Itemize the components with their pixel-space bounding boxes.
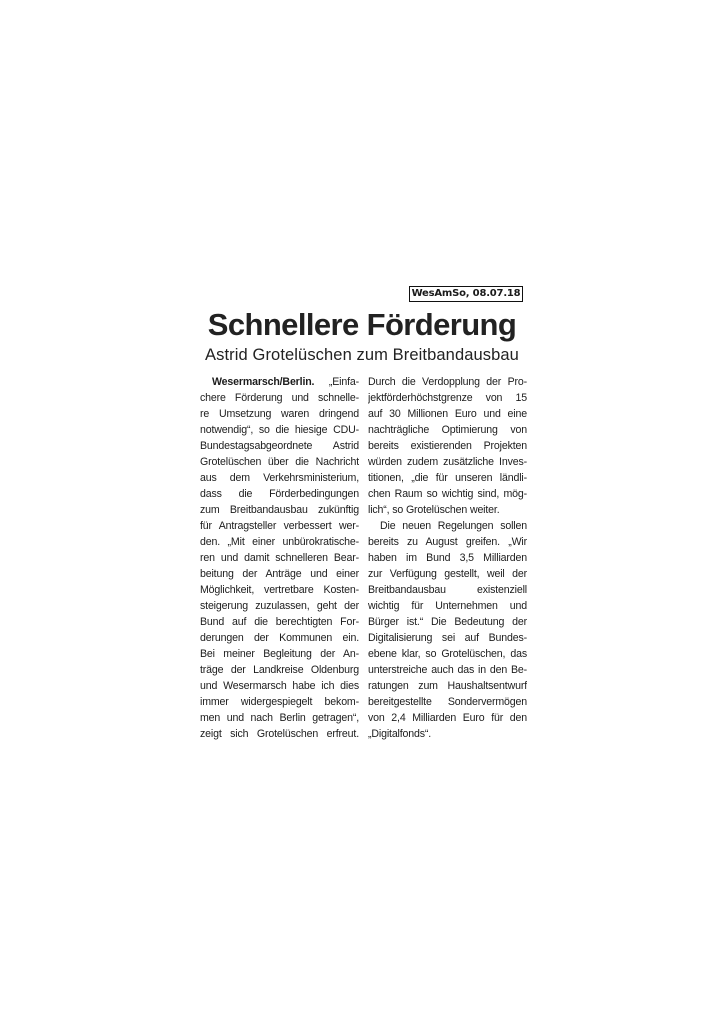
article-line: Durch die Verdopplung der Pro-	[368, 376, 527, 388]
article-line: Bei meiner Begleitung der An-	[200, 648, 359, 660]
article-column-left	[200, 374, 359, 742]
article-line: den. „Mit einer unbürokratische-	[200, 536, 359, 548]
article-line: ratungen zum Haushaltsentwurf	[368, 680, 527, 692]
article-line: men und nach Berlin getragen“,	[200, 712, 359, 724]
article-line: ren und damit schnelleren Bear-	[200, 552, 359, 564]
article-line: Bundestagsabgeordnete Astrid	[200, 440, 359, 452]
article-line: von 2,4 Milliarden Euro für den	[368, 712, 527, 724]
subheadline: Astrid Grotelüschen zum Breitbandausbau	[205, 346, 519, 364]
article-line: Bürger ist.“ Die Bedeutung der	[368, 616, 527, 628]
article-line: re Umsetzung waren dringend	[200, 408, 359, 420]
article-line: chere Förderung und schnelle-	[200, 392, 359, 404]
article-line: Die neuen Regelungen sollen	[380, 520, 527, 532]
article-column-right	[368, 374, 527, 742]
article-line: titionen, „die für unseren ländli-	[368, 472, 527, 484]
article-line: würden zudem zusätzliche Inves-	[368, 456, 527, 468]
article-line: wichtig für Unternehmen und	[368, 600, 527, 612]
article-line: zur Verfügung gestellt, weil der	[368, 568, 527, 580]
article-line: zum Breitbandausbau zukünftig	[200, 504, 359, 516]
article-line: und Wesermarsch habe ich dies	[200, 680, 359, 692]
article-line: chen Raum so wichtig sind, mög-	[368, 488, 527, 500]
article-line: Breitbandausbau existenziell	[368, 584, 527, 596]
article-line: unterstreiche auch das in den Be-	[368, 664, 527, 676]
article-line: Möglichkeit, vertretbare Kosten-	[200, 584, 359, 596]
article-line: beitung der Anträge und einer	[200, 568, 359, 580]
article-line: lich“, so Grotelüschen weiter.	[368, 504, 500, 516]
article-line: Wesermarsch/Berlin. „Einfa-	[212, 376, 359, 388]
article-line: derungen der Kommunen ein.	[200, 632, 359, 644]
headline: Schnellere Förderung	[207, 307, 517, 342]
article-line: bereitgestellte Sondervermögen	[368, 696, 527, 708]
article-line: zeigt sich Grotelüschen erfreut.	[200, 728, 359, 740]
article-line: notwendig“, so die hiesige CDU-	[200, 424, 359, 436]
article-line: immer widergespiegelt bekom-	[200, 696, 359, 708]
article-line: „Digitalfonds“.	[368, 728, 432, 740]
article-line: träge der Landkreise Oldenburg	[200, 664, 359, 676]
article-line: auf 30 Millionen Euro und eine	[368, 408, 527, 420]
article-line: bereits zu August greifen. „Wir	[368, 536, 527, 548]
article-line: aus dem Verkehrsministerium,	[200, 472, 359, 484]
source-stamp: WesAmSo, 08.07.18	[409, 286, 523, 302]
article-line: steigerung zuzulassen, geht der	[200, 600, 359, 612]
article-line: Digitalisierung sei auf Bundes-	[368, 632, 527, 644]
article-line: Bund auf die berechtigten For-	[200, 616, 359, 628]
article-line: Grotelüschen über die Nachricht	[200, 456, 359, 468]
article-line: für Antragsteller verbessert wer-	[200, 520, 359, 532]
article-line: haben im Bund 3,5 Milliarden	[368, 552, 527, 564]
article-line: bereits existierenden Projekten	[368, 440, 527, 452]
dateline: Wesermarsch/Berlin.	[212, 376, 315, 388]
article-line: ebene klar, so Grotelüschen, das	[368, 648, 527, 660]
article-line: jektförderhöchstgrenze von 15	[368, 392, 527, 404]
article-line: dass die Förderbedingungen	[200, 488, 359, 500]
article-line: nachträgliche Optimierung von	[368, 424, 527, 436]
